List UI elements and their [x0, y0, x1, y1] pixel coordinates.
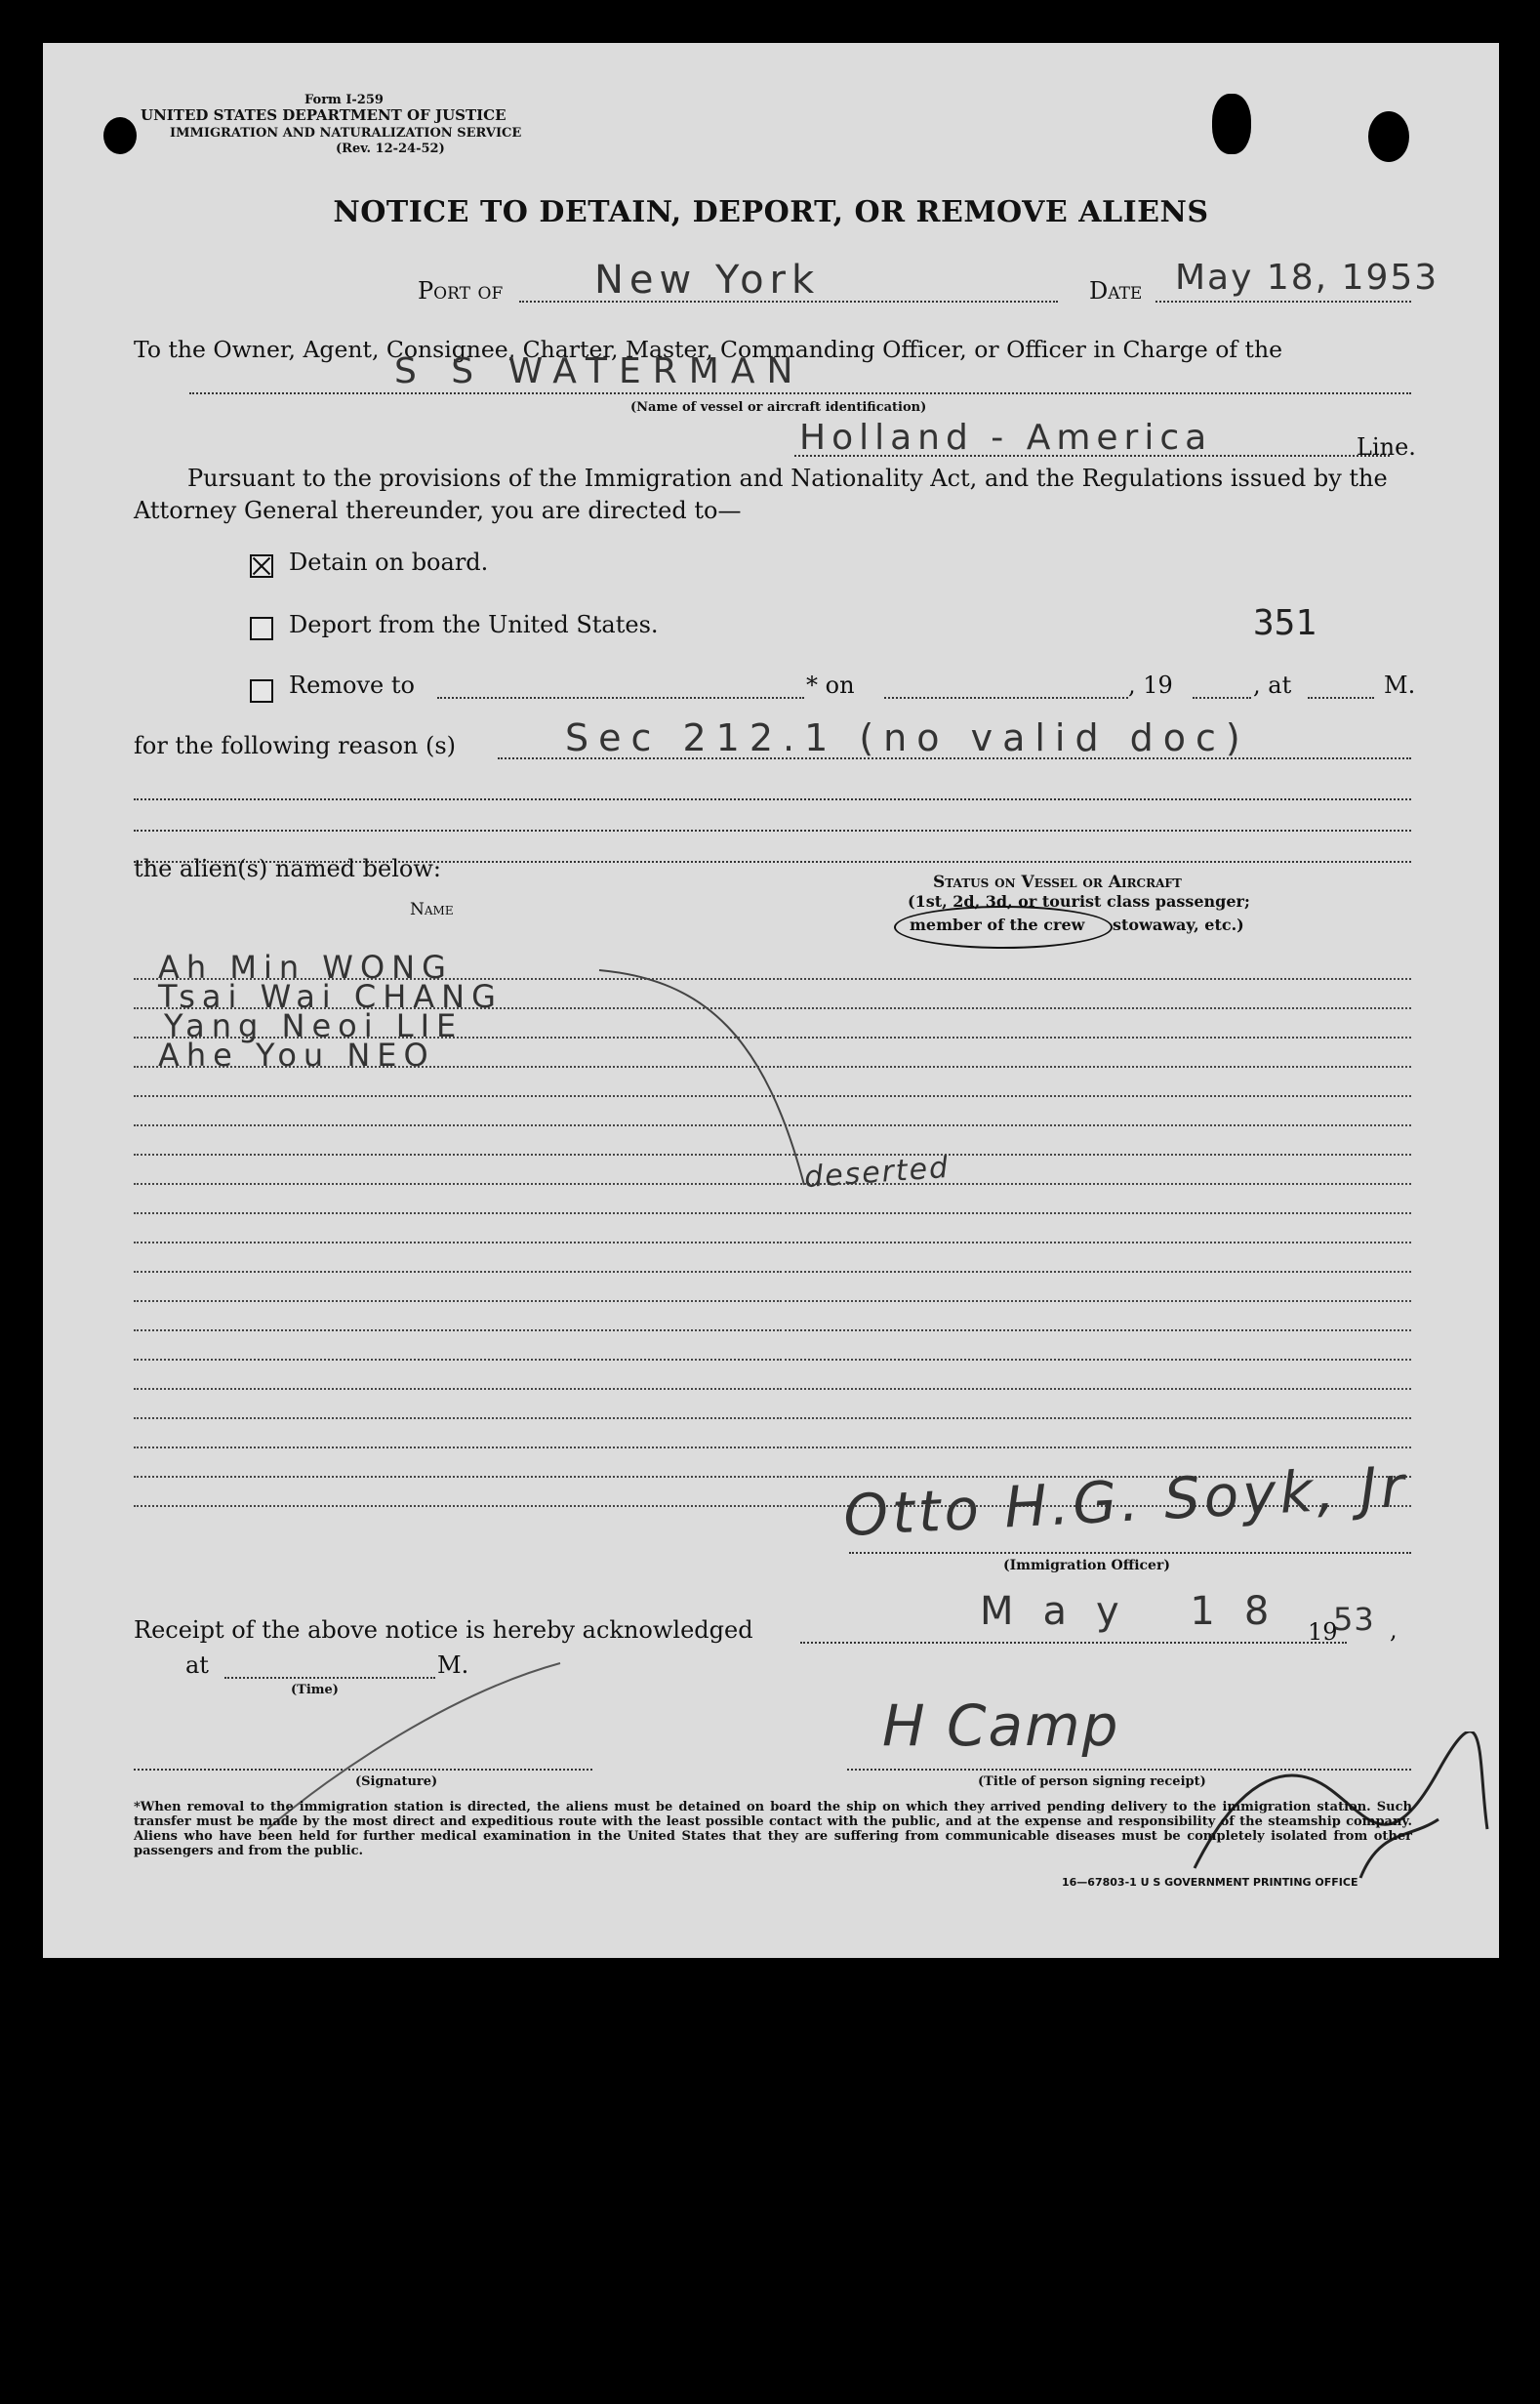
status-row-line: [785, 1417, 1411, 1419]
remove-at-label: , at: [1253, 672, 1292, 699]
status-header-line2: (1st, 2d, 3d, or tourist class passenger;: [908, 892, 1250, 911]
remove-label: Remove to: [289, 672, 415, 699]
reason-label: for the following reason (s): [134, 732, 457, 759]
name-row-line: [134, 1417, 782, 1419]
receipt-at-label: at: [185, 1651, 209, 1679]
status-header-line4: stowaway, etc.): [1113, 916, 1244, 934]
name-column-header: Name: [410, 900, 454, 919]
date-label: Date: [1089, 277, 1143, 305]
receipt-text: Receipt of the above notice is hereby acknowledged: [134, 1616, 753, 1644]
status-row-line: [785, 1242, 1411, 1243]
remove-checkbox[interactable]: [250, 679, 273, 703]
footnote-text: *When removal to the immigration station is directed, the aliens must be detained on board the ship on which they arrived pending delivery to the immigration station. Such transfer must be made by the most direct and expeditious route with the least possible contact with the public, and at the expense and responsibility of the steamship company. Aliens who have been held for further medical examination in the United States that they are suffering from communicable diseases must be completely isolated from other passengers and from the public.: [134, 1800, 1412, 1858]
port-label: Port of: [418, 277, 504, 305]
status-row-line: [785, 978, 1411, 980]
status-row-line: [785, 1037, 1411, 1039]
status-row-line: [785, 1329, 1411, 1331]
receipt-year-prefix: 19: [1308, 1618, 1338, 1646]
receipt-year: 53: [1333, 1601, 1375, 1638]
form-revision: (Rev. 12-24-52): [336, 142, 445, 156]
deport-checkbox[interactable]: [250, 617, 273, 640]
line-label: Line.: [1357, 433, 1416, 461]
punch-hole-mid: [1212, 94, 1251, 154]
time-caption: (Time): [291, 1683, 339, 1697]
deport-label: Deport from the United States.: [289, 611, 659, 638]
name-row-line: [134, 1300, 782, 1302]
officer-caption: (Immigration Officer): [1003, 1558, 1170, 1573]
receipt-date: May 18: [980, 1589, 1299, 1634]
line-name: Holland - America: [799, 418, 1213, 458]
name-row-line: [134, 1388, 782, 1390]
punch-hole-left: [103, 117, 137, 154]
signature-caption: (Signature): [355, 1774, 438, 1789]
status-row-line: [785, 1388, 1411, 1390]
title-caption: (Title of person signing receipt): [978, 1774, 1206, 1789]
form-title: NOTICE TO DETAIN, DEPORT, OR REMOVE ALIENS: [333, 195, 1209, 229]
deserted-arrow: [589, 960, 843, 1253]
officer-signature: Otto H.G. Soyk, Jr: [841, 1452, 1410, 1550]
status-row-line: [785, 1271, 1411, 1273]
port-value: New York: [594, 258, 821, 303]
receipt-comma: ,: [1390, 1616, 1398, 1644]
status-row-line: [785, 1446, 1411, 1448]
pursuant-text: Pursuant to the provisions of the Immigration and Nationality Act, and the Regulations issued by the Attorney General thereunder, you are directed to—: [134, 465, 1388, 524]
name-row-line: [134, 1505, 782, 1507]
reason-value: Sec 212.1 (no valid doc): [565, 716, 1250, 759]
remove-on-label: * on: [806, 672, 855, 699]
name-row-line: [134, 1476, 782, 1478]
status-row-line: [785, 1359, 1411, 1361]
alien-name: Tsai Wai CHANG: [158, 978, 503, 1015]
receipt-m-label: M.: [437, 1651, 469, 1679]
name-row-line: [134, 1271, 782, 1273]
vessel-caption: (Name of vessel or aircraft identification): [630, 400, 927, 415]
stamp-number: 351: [1253, 603, 1317, 643]
status-row-line: [785, 1212, 1411, 1214]
printer-line: 16—67803-1 U S GOVERNMENT PRINTING OFFICE: [1062, 1876, 1358, 1889]
name-row-line: [134, 1359, 782, 1361]
department-name: UNITED STATES DEPARTMENT OF JUSTICE: [141, 106, 507, 124]
alien-name: Yang Neoi LIE: [164, 1007, 464, 1044]
name-row-line: [134, 1329, 782, 1331]
status-note: deserted: [802, 1150, 952, 1196]
notice-form-page: [43, 43, 1499, 1958]
name-row-line: [134, 1446, 782, 1448]
alien-name: Ah Min WONG: [158, 949, 453, 986]
status-row-line: [785, 1066, 1411, 1068]
punch-hole-right: [1368, 111, 1409, 162]
alien-name: Ahe You NEO: [158, 1037, 435, 1074]
form-number: Form I-259: [304, 93, 384, 107]
status-row-line: [785, 1095, 1411, 1097]
receipt-title-value: H Camp: [882, 1692, 1120, 1759]
status-header-line3: member of the crew: [910, 916, 1085, 934]
detain-checkbox[interactable]: [250, 554, 273, 578]
status-column-header: Status on Vessel or Aircraft: [933, 873, 1182, 892]
detain-label: Detain on board.: [289, 549, 489, 576]
status-row-line: [785, 1007, 1411, 1009]
aliens-label: the alien(s) named below:: [134, 855, 441, 882]
vessel-name: S S WATERMAN: [394, 351, 805, 391]
addressee-text: To the Owner, Agent, Consignee, Charter, Master, Commanding Officer, or Officer in Charge of the: [134, 336, 1283, 363]
service-name: IMMIGRATION AND NATURALIZATION SERVICE: [170, 126, 522, 141]
date-value: May 18, 1953: [1175, 258, 1439, 298]
status-row-line: [785, 1124, 1411, 1126]
remove-year-label: , 19: [1128, 672, 1173, 699]
status-row-line: [785, 1300, 1411, 1302]
remove-m-label: M.: [1384, 672, 1416, 699]
